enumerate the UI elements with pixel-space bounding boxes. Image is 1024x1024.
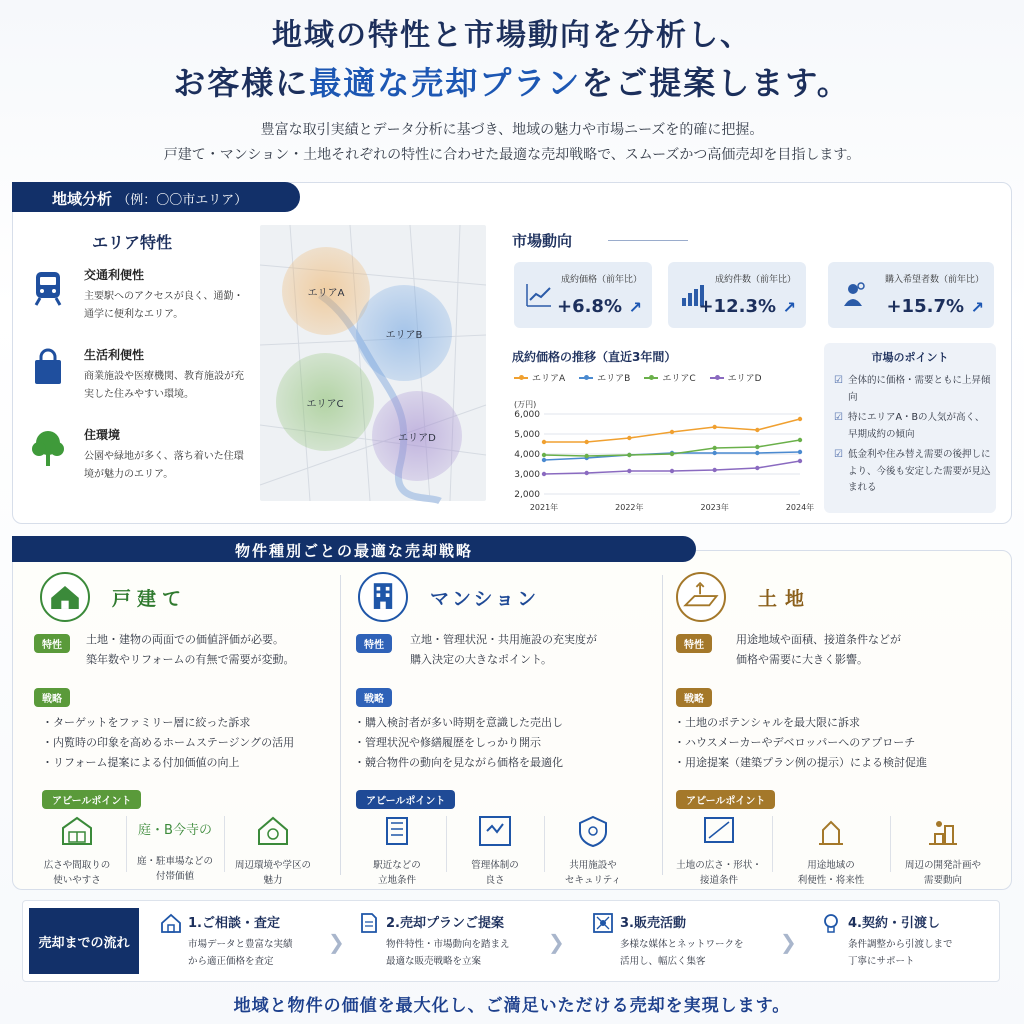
data-point (712, 468, 716, 472)
strategy-item: ・内覧時の印象を高めるホームステージングの活用 (42, 736, 295, 749)
tree-icon (28, 428, 68, 468)
zone-label: エリアD (398, 432, 436, 444)
appeal-line: 良さ (485, 875, 505, 886)
legend-swatch (710, 377, 724, 379)
step-desc-line: 物件特性・市場動向を踏まえ (386, 939, 510, 950)
y-tick-label: 3,000 (514, 470, 540, 480)
strategy-text: ハウスメーカーやデベロッパーへのアプローチ (685, 736, 916, 749)
appeal-item (544, 814, 642, 888)
network-icon (592, 912, 614, 934)
line-chart-icon (524, 280, 554, 310)
step-desc-line: 最適な販売戦略を立案 (386, 956, 482, 967)
feature-desc: 公園や緑地が多く、落ち着いた住環境が魅力のエリア。 (84, 451, 244, 480)
stat-buyers (828, 262, 994, 328)
chart-title: 成約価格の推移（直近3年間） (512, 350, 677, 364)
strategy-item: ・ターゲットをファミリー層に絞った訴求 (42, 716, 251, 729)
feature-line: 購入決定の大きなポイント。 (410, 653, 553, 666)
appeal-label (544, 858, 642, 888)
up-arrow-icon: ↗ (970, 298, 984, 317)
step-title: 4.契約・引渡し (848, 916, 940, 931)
stat-label: 成約件数（前年比） (714, 275, 796, 285)
appeal-pill: アピールポイント (356, 790, 455, 809)
appeal-line: 使いやすさ (53, 875, 101, 886)
strategy-column-mansion (340, 566, 658, 888)
appeal-divider (772, 816, 773, 872)
appeal-line: 付帯価値 (155, 871, 194, 882)
stat-price (514, 262, 652, 328)
stat-count (668, 262, 806, 328)
stat-value: +15.7% (886, 296, 964, 317)
strategy-item: ・土地のポテンシャルを最大限に訴求 (674, 716, 860, 729)
strategy-text: ターゲットをファミリー層に絞った訴求 (53, 716, 251, 729)
y-tick-label: 5,000 (514, 430, 540, 440)
area-heading-note: （例：〇〇市エリア） (117, 193, 248, 208)
data-point (584, 454, 588, 458)
data-point (584, 471, 588, 475)
appeal-item (224, 814, 322, 888)
appeal-line: 需要動向 (923, 875, 962, 886)
column-title: マンション (430, 588, 540, 610)
appeal-line: 周辺の開発計画や (904, 860, 981, 871)
appeal-line: 広さや間取りの (43, 860, 111, 871)
data-point (712, 446, 716, 450)
map-zone-c (276, 353, 374, 451)
appeal-label (224, 858, 322, 888)
strategy-column-detached (20, 566, 338, 888)
legend-label: エリアA (532, 374, 566, 384)
data-point (542, 458, 546, 462)
appeal-item (446, 814, 544, 888)
handshake-icon (820, 912, 842, 934)
house-icon (40, 572, 90, 622)
stat-value: +12.3% (698, 296, 776, 317)
building-icon (358, 572, 408, 622)
market-point: ☑ 特にエリアA・Bの人気が高く、早期成約の傾向 (834, 410, 992, 443)
step-desc-line: から適正価格を査定 (188, 956, 274, 967)
data-point (584, 440, 588, 444)
appeal-line: 立地条件 (377, 875, 416, 886)
chart-legend (514, 371, 762, 384)
home-icon (160, 912, 182, 934)
appeal-line: 共用施設や (569, 860, 617, 871)
strategy-pill: 戦略 (356, 688, 392, 707)
data-point (670, 452, 674, 456)
strategy-text: 購入検討者が多い時期を意識した売出し (365, 716, 563, 729)
chart-unit: (万円) (514, 400, 537, 409)
appeal-label (782, 858, 880, 888)
land-icon (676, 572, 726, 622)
feature-pill: 特性 (356, 634, 392, 653)
document-icon (358, 912, 380, 934)
hero-title-post: をご提案します。 (581, 64, 851, 102)
chevron-right-icon: ❯ (548, 930, 565, 954)
legend-label: エリアC (662, 374, 696, 384)
appeal-line: 庭・駐車場などの (136, 856, 213, 867)
strategy-item: ・リフォーム提案による付加価値の向上 (42, 756, 240, 769)
appeal-pill: アピールポイント (42, 790, 141, 809)
area-features-title: エリア特性 (92, 233, 173, 252)
strategy-item: ・競合物件の動向を見ながら価格を最適化 (354, 756, 563, 769)
hero-title-highlight: 最適な売却プラン (309, 64, 582, 102)
land-shape-icon (701, 814, 737, 848)
strategy-item: ・ハウスメーカーやデベロッパーへのアプローチ (674, 736, 916, 749)
step-desc-line: 丁寧にサポート (848, 956, 915, 967)
appeal-line: 利便性・将来性 (797, 875, 865, 886)
area-heading-text: 地域分析 (52, 190, 113, 208)
train-icon (28, 268, 68, 308)
floorplan-icon (59, 814, 95, 848)
data-point (627, 469, 631, 473)
appeal-item (782, 814, 880, 888)
appeal-divider (890, 816, 891, 872)
step-desc-line: 市場データと豊富な実績 (188, 939, 293, 950)
chevron-right-icon: ❯ (328, 930, 345, 954)
price-trend-chart (510, 408, 815, 516)
x-tick-label: 2024年 (785, 503, 815, 512)
strategy-text: 内覧時の印象を高めるホームステージングの活用 (53, 736, 295, 749)
step-title: 1.ご相談・査定 (188, 916, 280, 931)
appeal-item (670, 814, 768, 888)
shopping-bag-icon (28, 348, 68, 388)
station-icon (379, 814, 415, 848)
up-arrow-icon: ↗ (628, 298, 642, 317)
legend-swatch (579, 377, 593, 379)
buyer-icon (838, 280, 868, 310)
data-point (798, 438, 802, 442)
area-analysis-heading (12, 182, 300, 212)
appeal-line: セキュリティ (564, 875, 622, 886)
neighborhood-icon (255, 814, 291, 848)
step-desc-line: 条件調整から引渡しまで (848, 939, 953, 950)
strategy-text: 競合物件の動向を見ながら価格を最適化 (365, 756, 563, 769)
step-desc (848, 936, 953, 970)
appeal-line: 周辺環境や学区の (234, 860, 311, 871)
step-desc (386, 936, 510, 970)
feature-title: 交通利便性 (84, 268, 145, 282)
x-tick-label: 2023年 (700, 503, 729, 512)
data-point (755, 445, 759, 449)
feature-line: 用途地域や面積、接道条件などが (736, 633, 901, 646)
step-desc-line: 多様な媒体とネットワークを (620, 939, 744, 950)
market-title-rule (608, 240, 688, 241)
stat-label: 購入希望者数（前年比） (884, 275, 984, 285)
strategy-item: ・購入検討者が多い時期を意識した売出し (354, 716, 563, 729)
data-point (755, 466, 759, 470)
appeal-label (894, 858, 992, 888)
strategy-heading: 物件種別ごとの最適な売却戦略 (12, 536, 696, 562)
data-point (627, 436, 631, 440)
appeal-label (670, 858, 768, 888)
stat-value: +6.8% (556, 296, 622, 317)
data-point (755, 428, 759, 432)
strategy-item: ・管理状況や修繕履歴をしっかり開示 (354, 736, 541, 749)
appeal-line: 土地の広さ・形状・ (676, 860, 762, 871)
column-divider (662, 575, 663, 875)
data-point (798, 459, 802, 463)
y-tick-label: 4,000 (514, 450, 540, 460)
feature-line: 価格や需要に大きく影響。 (736, 653, 868, 666)
feature-text (86, 630, 294, 670)
feature-text (410, 630, 597, 670)
area-map (260, 225, 486, 501)
garden-icon: 庭・B今寺の (138, 823, 212, 838)
map-zone-b (356, 285, 452, 381)
development-icon (925, 814, 961, 848)
feature-pill: 特性 (676, 634, 712, 653)
market-title: 市場動向 (512, 232, 573, 250)
legend-item-c (644, 371, 695, 384)
market-points-title: 市場のポイント (871, 351, 949, 364)
appeal-item (894, 814, 992, 888)
appeal-item (126, 814, 224, 884)
map-zone-d (372, 391, 462, 481)
hero-subtitle-1: 豊富な取引実績とデータ分析に基づき、地域の魅力や市場ニーズを的確に把握。 (260, 122, 764, 138)
chevron-right-icon: ❯ (780, 930, 797, 954)
flow-heading: 売却までの流れ (29, 908, 139, 974)
market-point: ☑ 低金利や住み替え需要の後押しにより、今後も安定した需要が見込まれる (834, 447, 992, 497)
feature-desc: 主要駅へのアクセスが良く、通勤・通学に便利なエリア。 (84, 291, 244, 320)
step-title: 3.販売活動 (620, 916, 686, 931)
data-point (542, 472, 546, 476)
appeal-line: 駅近などの (373, 860, 421, 871)
legend-item-a (514, 371, 565, 384)
strategy-pill: 戦略 (34, 688, 70, 707)
data-point (712, 451, 716, 455)
legend-label: エリアD (727, 374, 762, 384)
security-icon (575, 814, 611, 848)
management-icon (477, 814, 513, 848)
strategy-pill: 戦略 (676, 688, 712, 707)
appeal-label (348, 858, 446, 888)
x-tick-label: 2021年 (529, 503, 559, 512)
appeal-line: 接道条件 (699, 875, 738, 886)
legend-swatch (644, 377, 658, 379)
appeal-line: 管理体制の (471, 860, 519, 871)
appeal-item (348, 814, 446, 888)
hero-title-line1: 地域の特性と市場動向を分析し、 (272, 18, 752, 53)
y-tick-label: 6,000 (514, 410, 540, 420)
data-point (798, 450, 802, 454)
appeal-item (28, 814, 126, 888)
step-title: 2.売却プランご提案 (386, 916, 504, 931)
appeal-pill: アピールポイント (676, 790, 775, 809)
feature-line: 築年数やリフォームの有無で需要が変動。 (86, 653, 295, 666)
zoning-icon (813, 814, 849, 848)
data-point (542, 440, 546, 444)
step-desc (188, 936, 293, 970)
strategy-text: 土地のポテンシャルを最大限に訴求 (685, 716, 860, 729)
x-tick-label: 2022年 (615, 503, 644, 512)
legend-item-d (710, 371, 762, 384)
footer-tagline: 地域と物件の価値を最大化し、ご満足いただける売却を実現します。 (233, 996, 791, 1016)
hero-subtitle-2: 戸建て・マンション・土地それぞれの特性に合わせた最適な売却戦略で、スムーズかつ高価売却を目指します。 (163, 147, 861, 163)
feature-line: 土地・建物の両面での価値評価が必要。 (86, 633, 284, 646)
step-desc (620, 936, 744, 970)
column-title: 土地 (758, 588, 813, 610)
market-point: ☑ 全体的に価格・需要ともに上昇傾向 (834, 373, 992, 406)
step-desc-line: 活用し、幅広く集客 (620, 956, 706, 967)
appeal-label (126, 854, 224, 884)
up-arrow-icon: ↗ (782, 298, 796, 317)
hero-title-line2 (0, 58, 1024, 104)
feature-title: 住環境 (84, 428, 121, 442)
appeal-label (28, 858, 126, 888)
legend-item-b (579, 371, 630, 384)
strategy-text: 管理状況や修繕履歴をしっかり開示 (365, 736, 541, 749)
strategy-item: ・用途提案（建築プラン例の提示）による検討促進 (674, 756, 927, 769)
data-point (755, 451, 759, 455)
feature-pill: 特性 (34, 634, 70, 653)
zone-label: エリアC (306, 398, 344, 410)
feature-desc: 商業施設や医療機関、教育施設が充実した住みやすい環境。 (84, 371, 244, 400)
legend-swatch (514, 377, 528, 379)
y-tick-label: 2,000 (514, 490, 540, 500)
data-point (542, 453, 546, 457)
data-point (670, 430, 674, 434)
feature-title: 生活利便性 (84, 348, 145, 362)
data-point (798, 417, 802, 421)
strategy-column-land (664, 566, 982, 888)
zone-label: エリアB (385, 329, 423, 341)
legend-label: エリアB (597, 374, 631, 384)
stat-label: 成約価格（前年比） (560, 275, 642, 285)
data-point (627, 453, 631, 457)
market-points-box (824, 343, 996, 513)
appeal-line: 用途地域の (807, 860, 855, 871)
data-point (670, 469, 674, 473)
feature-line: 立地・管理状況・共用施設の充実度が (410, 633, 597, 646)
data-point (712, 425, 716, 429)
strategy-text: 用途提案（建築プラン例の提示）による検討促進 (685, 756, 927, 769)
appeal-label (446, 858, 544, 888)
strategy-text: リフォーム提案による付加価値の向上 (53, 756, 240, 769)
zone-label: エリアA (307, 287, 345, 299)
market-points-list (834, 373, 992, 501)
column-title: 戸建て (112, 588, 188, 610)
appeal-line: 魅力 (263, 875, 283, 886)
hero-title-pre: お客様に (173, 64, 310, 102)
feature-text (736, 630, 901, 670)
